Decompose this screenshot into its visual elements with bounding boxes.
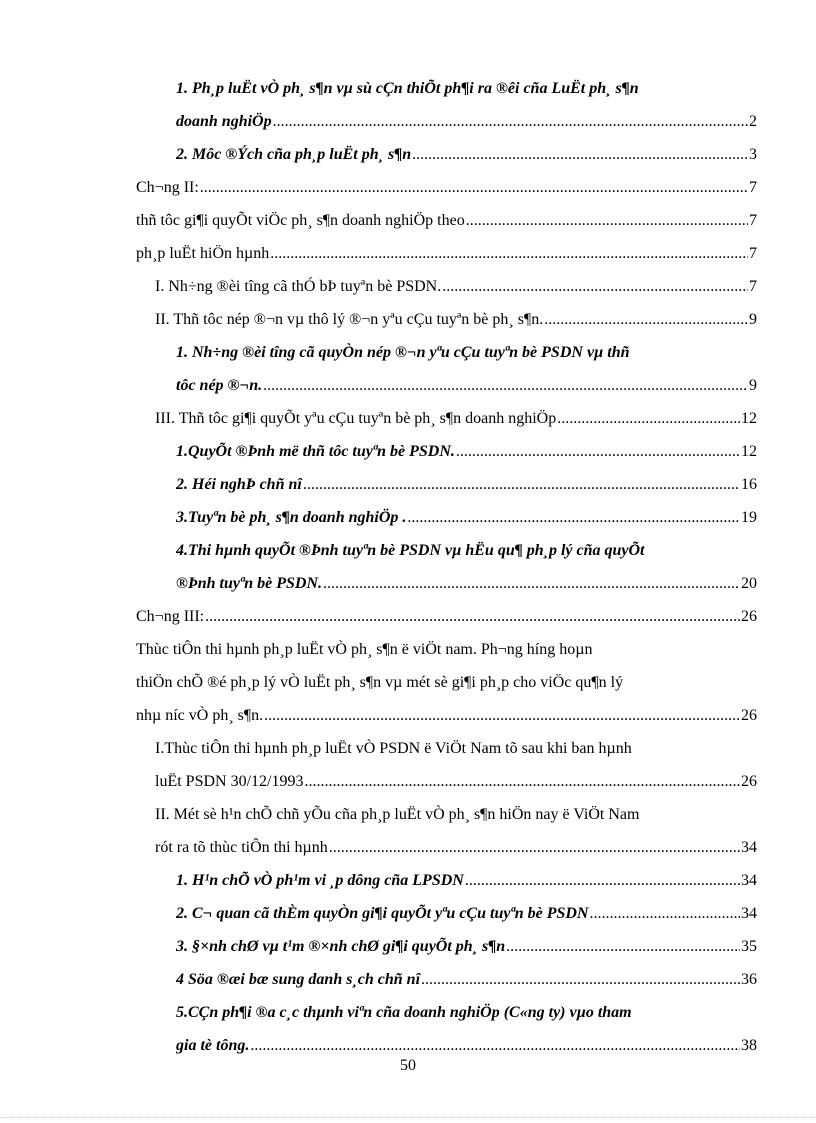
toc-entry: [136, 237, 757, 270]
toc-entry-text: 3.Tuyªn bè ph¸ s¶n doanh nghiÖp .: [176, 509, 407, 526]
leader-dots: [323, 567, 740, 600]
toc-entry: [176, 864, 757, 897]
toc-entry: [176, 336, 757, 402]
toc-page-number: 12: [741, 410, 757, 427]
toc-entry-text: ph¸p luËt hiÖn hµnh: [136, 245, 270, 262]
toc-page-number: 26: [741, 773, 757, 790]
toc-entry-text: I. Nh÷ng ®èi tîng cã thÓ bÞ tuyªn bè PSDN.: [155, 278, 442, 295]
leader-dots: [329, 831, 740, 864]
toc-page-number: 19: [741, 509, 757, 526]
toc-entry: [176, 963, 757, 996]
toc-entry: [155, 303, 757, 336]
toc-page-number: 26: [741, 707, 757, 724]
leader-dots: [407, 501, 740, 534]
toc-entry-text: 1. Nh÷ng ®èi tîng cã quyÒn nép ®¬n yªu cÇu tuyªn bè PSDN vµ thñ: [176, 344, 630, 361]
toc-entry: [176, 996, 757, 1062]
leader-dots: [589, 897, 740, 930]
toc-entry-text: doanh nghiÖp: [176, 113, 272, 130]
toc-page-number: 34: [741, 905, 757, 922]
toc-entry-text: 2. C¬ quan cã thÈm quyÒn gi¶i quyÕt yªu cÇu tuyªn bè PSDN: [176, 905, 589, 922]
leader-dots: [456, 435, 740, 468]
page-bottom-divider: [0, 1117, 816, 1118]
toc-entry-text: I.Thùc tiÔn thi hµnh ph¸p luËt vÒ PSDN ë ViÖt Nam tõ sau khi ban hµnh: [155, 740, 632, 757]
page-number: 50: [400, 1057, 416, 1074]
toc-entry: [176, 468, 757, 501]
toc-entry-text: 5.CÇn ph¶i ®a c¸c thµnh viªn cña doanh nghiÖp (C«ng ty) vµo tham: [176, 1004, 632, 1021]
toc-entry: [155, 798, 757, 864]
toc-entry-text: ®Þnh tuyªn bè PSDN.: [176, 575, 323, 592]
toc-entry: [176, 534, 757, 600]
leader-dots: [421, 963, 740, 996]
leader-dots: [273, 105, 748, 138]
toc-page-number: 7: [749, 278, 757, 295]
leader-dots: [442, 270, 748, 303]
toc-entry-text: 1. Ph¸p luËt vÒ ph¸ s¶n vµ sù cÇn thiÕt ph¶i ra ®êi cña LuËt ph¸ s¶n: [176, 80, 639, 97]
leader-dots: [412, 138, 748, 171]
toc-page-number: 2: [749, 113, 757, 130]
table-of-contents: [0, 72, 816, 1062]
toc-entry-text: 3. §×nh chØ vµ t¹m ®×nh chØ gi¶i quyÕt ph¸ s¶n: [176, 938, 506, 955]
toc-entry-text: 4 Söa ®æi bæ sung danh s¸ch chñ nî: [176, 971, 421, 988]
toc-page-number: 7: [749, 179, 757, 196]
toc-entry: [176, 501, 757, 534]
toc-page-number: 34: [741, 839, 757, 856]
toc-entry-text: gia tè tông.: [176, 1037, 250, 1054]
toc-page-number: 7: [749, 245, 757, 262]
toc-entry: [176, 435, 757, 468]
leader-dots: [304, 765, 740, 798]
toc-entry-text: tôc nép ®¬n.: [176, 377, 263, 394]
toc-page-number: 9: [749, 377, 757, 394]
leader-dots: [557, 402, 740, 435]
toc-page-number: 12: [741, 443, 757, 460]
toc-entry-text: 1.QuyÕt ®Þnh më thñ tôc tuyªn bè PSDN.: [176, 443, 455, 460]
leader-dots: [506, 930, 740, 963]
toc-entry-text: 2. Môc ®Ých cña ph¸p luËt ph¸ s¶n: [176, 146, 412, 163]
leader-dots: [264, 699, 740, 732]
toc-entry-text: thiÖn chÕ ®é ph¸p lý vÒ luËt ph¸ s¶n vµ mét sè gi¶i ph¸p cho viÖc qu¶n lý: [136, 674, 624, 691]
toc-page-number: 38: [741, 1037, 757, 1054]
toc-page-number: 20: [741, 575, 757, 592]
leader-dots: [205, 600, 740, 633]
toc-entry-text: Ch¬ng III:: [136, 608, 205, 625]
toc-entry: [155, 270, 757, 303]
toc-page-number: 7: [749, 212, 757, 229]
leader-dots: [303, 468, 740, 501]
leader-dots: [544, 303, 748, 336]
toc-entry: [155, 402, 757, 435]
toc-entry-text: III. Thñ tôc gi¶i quyÕt yªu cÇu tuyªn bè ph¸ s¶n doanh nghiÖp: [155, 410, 557, 427]
toc-entry-text: Ch¬ng II:: [136, 179, 199, 196]
toc-entry-text: 4.Thi hµnh quyÕt ®Þnh tuyªn bè PSDN vµ hËu qu¶ ph¸p lý cña quyÕt: [176, 542, 645, 559]
toc-entry-text: 2. Héi nghÞ chñ nî: [176, 476, 302, 493]
toc-entry: [136, 204, 757, 237]
toc-page-number: 16: [741, 476, 757, 493]
toc-page-number: 34: [741, 872, 757, 889]
toc-entry: [176, 138, 757, 171]
toc-page-number: 35: [741, 938, 757, 955]
toc-entry-text: 1. H¹n chÕ vÒ ph¹m vi ¸p dông cña LPSDN: [176, 872, 464, 889]
toc-entry: [155, 732, 757, 798]
toc-entry-text: thñ tôc gi¶i quyÕt viÖc ph¸ s¶n doanh nghiÖp theo: [136, 212, 465, 229]
toc-entry: [176, 930, 757, 963]
leader-dots: [466, 204, 748, 237]
toc-entry-text: Thùc tiÔn thi hµnh ph¸p luËt vÒ ph¸ s¶n ë viÖt nam. Ph¬ng híng hoµn: [136, 641, 593, 658]
toc-entry-text: luËt PSDN 30/12/1993: [155, 773, 304, 790]
leader-dots: [465, 864, 740, 897]
toc-page-number: 9: [749, 311, 757, 328]
toc-entry: [136, 633, 757, 732]
toc-entry: [136, 600, 757, 633]
leader-dots: [263, 369, 748, 402]
toc-page-number: 26: [741, 608, 757, 625]
toc-page-number: 3: [749, 146, 757, 163]
toc-entry: [136, 171, 757, 204]
leader-dots: [270, 237, 748, 270]
toc-entry-text: rót ra tõ thùc tiÔn thi hµnh: [155, 839, 328, 856]
toc-entry-text: II. Mét sè h¹n chÕ chñ yÕu cña ph¸p luËt vÒ ph¸ s¶n hiÖn nay ë ViÖt Nam: [155, 806, 640, 823]
leader-dots: [200, 171, 748, 204]
toc-entry-text: II. Thñ tôc nép ®¬n vµ thô lý ®¬n yªu cÇu tuyªn bè ph¸ s¶n.: [155, 311, 544, 328]
toc-page-number: 36: [741, 971, 757, 988]
toc-entry-text: nhµ níc vÒ ph¸ s¶n.: [136, 707, 264, 724]
toc-entry: [176, 72, 757, 138]
toc-entry: [176, 897, 757, 930]
